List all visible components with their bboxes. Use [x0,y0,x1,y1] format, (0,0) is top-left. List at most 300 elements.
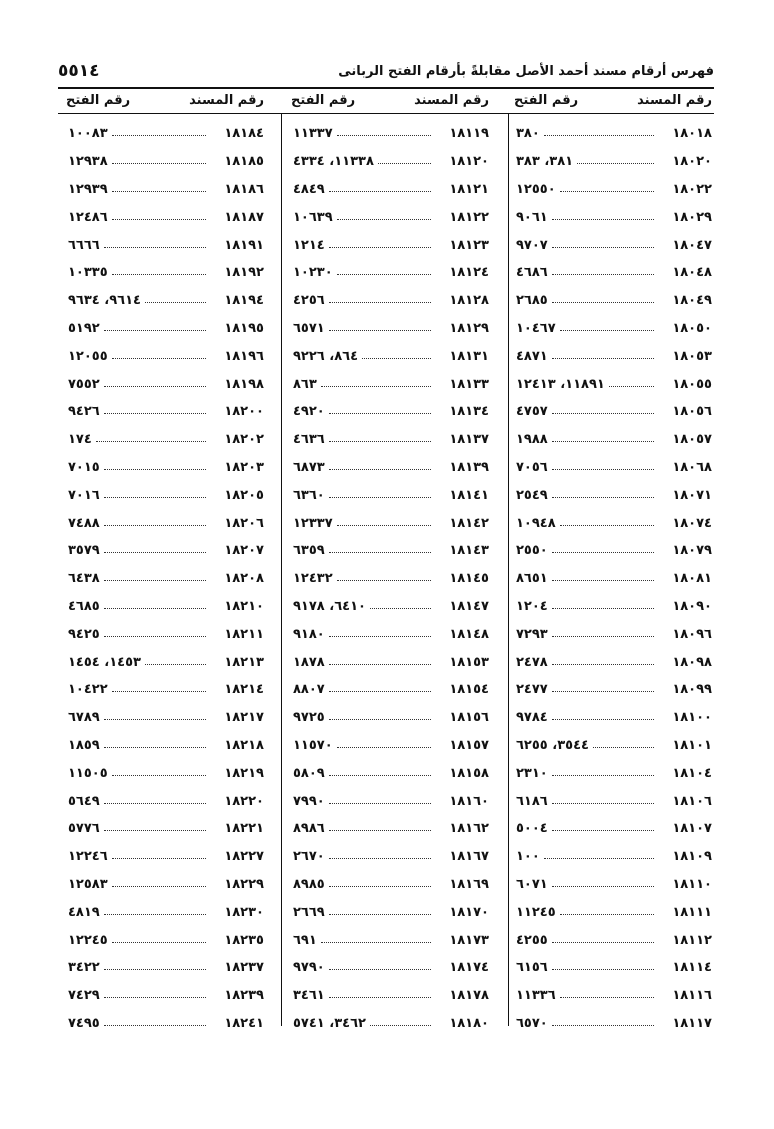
dot-leader [337,580,431,581]
fath-number: ٤٦٨٥ [68,598,100,614]
dot-leader [552,691,654,692]
dot-leader [593,747,654,748]
dot-leader [112,691,206,692]
dot-leader [329,886,431,887]
musnad-number: ١٨١٤١ [449,487,489,503]
dot-leader [337,274,431,275]
fath-number: ٨٩٨٦ [293,821,325,837]
musnad-number: ١٨١٣٤ [449,404,489,420]
dot-leader [104,525,206,526]
dot-leader [112,163,206,164]
table-row [506,648,716,676]
dot-leader [552,413,654,414]
table-row [506,620,716,648]
column-header-musnad: رقم المسند [414,93,489,108]
table-row [506,898,716,926]
dot-leader [560,525,654,526]
dot-leader [104,247,206,248]
dot-leader [104,803,206,804]
column-header-musnad: رقم المسند [637,93,712,108]
musnad-number: ١٨٢٠٦ [224,515,264,531]
table-row [283,954,493,982]
musnad-number: ١٨١٣٧ [449,432,489,448]
musnad-number: ١٨١٨٤ [224,126,264,142]
fath-number: ٥٦٤٩ [68,793,100,809]
musnad-number: ١٨٠١٨ [672,126,712,142]
column-header-fath: رقم الفتح [291,93,356,108]
dot-leader [329,719,431,720]
fath-number: ١٢٥٥٠ [516,181,556,197]
fath-number: ٢٤٧٧ [516,682,548,698]
fath-number: ٢٥٥٠ [516,543,548,559]
dot-leader [112,135,206,136]
fath-number: ٩٧٠٧ [516,237,548,253]
table-row [58,148,268,176]
table-row [506,732,716,760]
musnad-number: ١٨٢٣٥ [224,932,264,948]
musnad-number: ١٨١٩٢ [224,265,264,281]
table-row [283,509,493,537]
fath-number: ٩٤٢٦ [68,404,100,420]
fath-number: ٦٩١ [293,932,317,948]
musnad-number: ١٨٢٠٧ [224,543,264,559]
table-row [58,231,268,259]
musnad-number: ١٨١٦٠ [449,793,489,809]
fath-number: ٨٦٥١ [516,571,548,587]
musnad-number: ١٨١٩٤ [224,293,264,309]
musnad-number: ١٨١٠١ [672,737,712,753]
dot-leader [104,830,206,831]
dot-leader [609,386,654,387]
musnad-number: ١٨١٠٦ [672,793,712,809]
musnad-number: ١٨١٤٣ [449,543,489,559]
musnad-number: ١٨١٧٨ [449,988,489,1004]
musnad-number: ١٨١٨٠ [449,1015,489,1031]
dot-leader [362,358,431,359]
musnad-number: ١٨٢٢٧ [224,849,264,865]
musnad-number: ١٨٠٥٦ [672,404,712,420]
dot-leader [104,413,206,414]
musnad-number: ١٨٢٠٠ [224,404,264,420]
musnad-number: ١٨١٠٠ [672,710,712,726]
dot-leader [329,914,431,915]
fath-number: ١٧٤ [68,432,92,448]
fath-number: ٤٦٨٦ [516,265,548,281]
fath-number: ١٢١٤ [293,237,325,253]
musnad-number: ١٨١٢٣ [449,237,489,253]
table-row [506,176,716,204]
fath-number: ٣٤٢٢ [68,960,100,976]
table-row [58,481,268,509]
fath-number: ٦٥٧٠ [516,1015,548,1031]
index-column-middle [283,92,493,1037]
table-row [506,593,716,621]
dot-leader [112,942,206,943]
dot-leader [552,469,654,470]
fath-number: ٤٨٧١ [516,348,548,364]
musnad-number: ١٨١٣١ [449,348,489,364]
table-row [58,259,268,287]
table-row [283,787,493,815]
fath-number: ١١٣٣٨، ٤٣٣٤ [293,154,374,170]
fath-number: ٦١٥٦ [516,960,548,976]
musnad-number: ١٨٢١٤ [224,682,264,698]
table-row [506,537,716,565]
musnad-number: ١٨١٣٩ [449,459,489,475]
fath-number: ٧٤٩٥ [68,1015,100,1031]
musnad-number: ١٨١٢٩ [449,320,489,336]
table-row [283,481,493,509]
musnad-number: ١٨١٩١ [224,237,264,253]
fath-number: ٤٨١٩ [68,904,100,920]
dot-leader [552,830,654,831]
fath-number: ٧٩٩٠ [293,793,325,809]
musnad-number: ١٨١٤٥ [449,571,489,587]
fath-number: ٨٨٠٧ [293,682,325,698]
musnad-number: ١٨١٥٤ [449,682,489,698]
fath-number: ١٠٣٣٥ [68,265,108,281]
dot-leader [329,830,431,831]
musnad-number: ١٨١١٠ [672,876,712,892]
table-row [283,537,493,565]
musnad-number: ١٨٢٤١ [224,1015,264,1031]
dot-leader [337,135,431,136]
dot-leader [552,942,654,943]
fath-number: ١٠٠ [516,849,540,865]
dot-leader [552,497,654,498]
table-row [283,398,493,426]
fath-number: ٤٦٣٦ [293,432,325,448]
musnad-number: ١٨٢١١ [224,626,264,642]
dot-leader [321,942,431,943]
fath-number: ٩٠٦١ [516,209,548,225]
table-row [506,426,716,454]
musnad-number: ١٨١١٧ [672,1015,712,1031]
table-row [58,454,268,482]
table-row [506,843,716,871]
musnad-number: ١٨١٧٠ [449,904,489,920]
dot-leader [96,441,206,442]
table-row [506,259,716,287]
fath-number: ٧٤٨٨ [68,515,100,531]
table-row [506,926,716,954]
dot-leader [560,997,654,998]
fath-number: ١١٥٧٠ [293,737,333,753]
dot-leader [337,747,431,748]
fath-number: ٦١٨٦ [516,793,548,809]
musnad-number: ١٨٢٠٢ [224,432,264,448]
index-column-left [58,92,268,1037]
table-row [506,148,716,176]
musnad-number: ١٨١٦٢ [449,821,489,837]
musnad-number: ١٨٠٤٧ [672,237,712,253]
fath-number: ٤٩٢٠ [293,404,325,420]
musnad-number: ١٨٠٩٠ [672,598,712,614]
dot-leader [552,636,654,637]
fath-number: ٢٥٤٩ [516,487,548,503]
musnad-number: ١٨٠٥٧ [672,432,712,448]
musnad-number: ١٨٢٣٠ [224,904,264,920]
table-row [506,982,716,1010]
dot-leader [552,219,654,220]
fath-number: ٢٦٧٠ [293,849,325,865]
fath-number: ٣٥٤٤، ٦٢٥٥ [516,737,589,753]
table-row [283,759,493,787]
musnad-number: ١٨٠٥٥ [672,376,712,392]
table-row [58,509,268,537]
fath-number: ١٠٠٨٣ [68,126,108,142]
musnad-number: ١٨٠٦٨ [672,459,712,475]
table-row [58,287,268,315]
fath-number: ١٢٥٨٣ [68,876,108,892]
table-row [506,287,716,315]
musnad-number: ١٨١٥٦ [449,710,489,726]
column-header-fath: رقم الفتح [514,93,579,108]
musnad-number: ١٨١٠٤ [672,765,712,781]
table-row [283,704,493,732]
musnad-number: ١٨٠٨١ [672,571,712,587]
musnad-number: ١٨٠٥٣ [672,348,712,364]
fath-number: ٥٧٧٦ [68,821,100,837]
table-row [506,704,716,732]
header-rule [58,87,714,89]
musnad-number: ١٨١١٦ [672,988,712,1004]
table-row [58,759,268,787]
musnad-number: ١٨٠٢٩ [672,209,712,225]
fath-number: ٦٨٧٣ [293,459,325,475]
table-row [58,203,268,231]
musnad-number: ١٨١٩٦ [224,348,264,364]
fath-number: ١٠٩٤٨ [516,515,556,531]
dot-leader [112,219,206,220]
table-row [283,120,493,148]
dot-leader [104,969,206,970]
dot-leader [329,247,431,248]
dot-leader [552,580,654,581]
dot-leader [577,163,654,164]
table-row [58,898,268,926]
dot-leader [552,302,654,303]
fath-number: ١٢٠٤ [516,598,548,614]
fath-number: ١٢٣٣٧ [293,515,333,531]
fath-number: ١٠٢٣٠ [293,265,333,281]
table-row [58,704,268,732]
musnad-number: ١٨١٣٣ [449,376,489,392]
dot-leader [329,469,431,470]
table-row [58,1010,268,1038]
musnad-number: ١٨٠٧١ [672,487,712,503]
fath-number: ١١٢٤٥ [516,904,556,920]
musnad-number: ١٨٢٢٩ [224,876,264,892]
musnad-number: ١٨٠٧٤ [672,515,712,531]
table-row [283,176,493,204]
table-row [58,871,268,899]
dot-leader [112,358,206,359]
fath-number: ١١٣٣٧ [293,126,333,142]
musnad-number: ١٨١٢٢ [449,209,489,225]
table-row [283,843,493,871]
fath-number: ٧٠١٦ [68,487,100,503]
dot-leader [104,1025,206,1026]
fath-number: ١٢٤٨٦ [68,209,108,225]
musnad-number: ١٨١٤٧ [449,598,489,614]
table-row [283,815,493,843]
fath-number: ٦٥٧١ [293,320,325,336]
column-header-fath: رقم الفتح [66,93,131,108]
table-row [58,593,268,621]
fath-number: ١٢٢٤٦ [68,849,108,865]
musnad-number: ١٨٠٢٠ [672,154,712,170]
table-row [58,815,268,843]
dot-leader [552,775,654,776]
page-title: فهرس أرقام مسند أحمد الأصل مقابلةً بأرقام الفتح الربانى [338,64,714,79]
dot-leader [329,858,431,859]
table-row [506,398,716,426]
dot-leader [145,664,206,665]
fath-number: ١٢٩٣٩ [68,181,108,197]
table-row [283,342,493,370]
musnad-number: ١٨٢٠٥ [224,487,264,503]
table-row [283,732,493,760]
fath-number: ٨٦٤، ٩٢٢٦ [293,348,359,364]
column-header [506,92,716,114]
table-row [283,287,493,315]
dot-leader [560,330,654,331]
fath-number: ٩١٨٠ [293,626,325,642]
musnad-number: ١٨٠٩٨ [672,654,712,670]
table-row [506,315,716,343]
dot-leader [552,1025,654,1026]
fath-number: ٢٣١٠ [516,765,548,781]
dot-leader [329,330,431,331]
table-row [506,1010,716,1038]
fath-number: ١٠٦٣٩ [293,209,333,225]
page-header [58,61,714,84]
fath-number: ١١٣٣٦ [516,988,556,1004]
fath-number: ١٨٥٩ [68,737,100,753]
dot-leader [112,886,206,887]
column-separator [281,113,282,1026]
dot-leader [378,163,431,164]
fath-number: ١٢٤٣٢ [293,571,333,587]
fath-number: ١١٥٠٥ [68,765,108,781]
fath-number: ٤٧٥٧ [516,404,548,420]
dot-leader [552,719,654,720]
fath-number: ٦٤٣٨ [68,571,100,587]
fath-number: ٧٤٢٩ [68,988,100,1004]
musnad-number: ١٨١١٤ [672,960,712,976]
table-row [506,203,716,231]
dot-leader [112,191,206,192]
dot-leader [552,803,654,804]
musnad-number: ١٨١٤٨ [449,626,489,642]
table-row [58,926,268,954]
table-row [283,898,493,926]
fath-number: ٦٣٥٩ [293,543,325,559]
dot-leader [552,608,654,609]
table-row [506,815,716,843]
fath-number: ٤٢٥٥ [516,932,548,948]
fath-number: ٩٦١٤، ٩٦٣٤ [68,293,141,309]
column-header [283,92,493,114]
dot-leader [112,274,206,275]
table-row [283,926,493,954]
fath-number: ٦٣٦٠ [293,487,325,503]
dot-leader [337,219,431,220]
table-row [58,370,268,398]
index-column-right [506,92,716,1037]
fath-number: ٣٤٦١ [293,988,325,1004]
dot-leader [552,274,654,275]
dot-leader [104,580,206,581]
dot-leader [104,719,206,720]
musnad-number: ١٨١١٢ [672,932,712,948]
musnad-number: ١٨١٨٥ [224,154,264,170]
musnad-number: ١٨١٤٢ [449,515,489,531]
table-row [58,648,268,676]
musnad-number: ١٨١٩٨ [224,376,264,392]
dot-leader [329,191,431,192]
page-number: ٥٥١٤ [58,61,100,81]
dot-leader [329,413,431,414]
musnad-number: ١٨٢١٧ [224,710,264,726]
musnad-number: ١٨٢٠٨ [224,571,264,587]
table-row [283,148,493,176]
dot-leader [329,803,431,804]
dot-leader [544,858,654,859]
dot-leader [104,552,206,553]
musnad-number: ١٨١٧٤ [449,960,489,976]
table-row [58,620,268,648]
musnad-number: ١٨٢١٩ [224,765,264,781]
musnad-number: ١٨٢٠٣ [224,459,264,475]
table-row [58,315,268,343]
dot-leader [321,386,431,387]
musnad-number: ١٨١١٩ [449,126,489,142]
fath-number: ١٨٧٨ [293,654,325,670]
table-row [283,454,493,482]
dot-leader [104,747,206,748]
dot-leader [544,135,654,136]
musnad-number: ١٨١٥٧ [449,737,489,753]
table-row [58,426,268,454]
dot-leader [552,441,654,442]
musnad-number: ١٨٢٣٧ [224,960,264,976]
table-row [283,315,493,343]
table-row [58,537,268,565]
table-row [283,982,493,1010]
table-row [506,759,716,787]
table-row [283,203,493,231]
dot-leader [552,358,654,359]
musnad-number: ١٨٢٢١ [224,821,264,837]
musnad-number: ١٨٠٩٦ [672,626,712,642]
fath-number: ٦٦٦٦ [68,237,100,253]
index-rows [58,120,268,1037]
table-row [283,259,493,287]
table-row [283,565,493,593]
table-row [506,454,716,482]
table-row [58,676,268,704]
musnad-number: ١٨١٦٩ [449,876,489,892]
dot-leader [560,914,654,915]
dot-leader [104,608,206,609]
table-row [58,176,268,204]
musnad-number: ١٨٠٥٠ [672,320,712,336]
table-row [283,370,493,398]
fath-number: ٨٦٣ [293,376,317,392]
fath-number: ٥٠٠٤ [516,821,548,837]
